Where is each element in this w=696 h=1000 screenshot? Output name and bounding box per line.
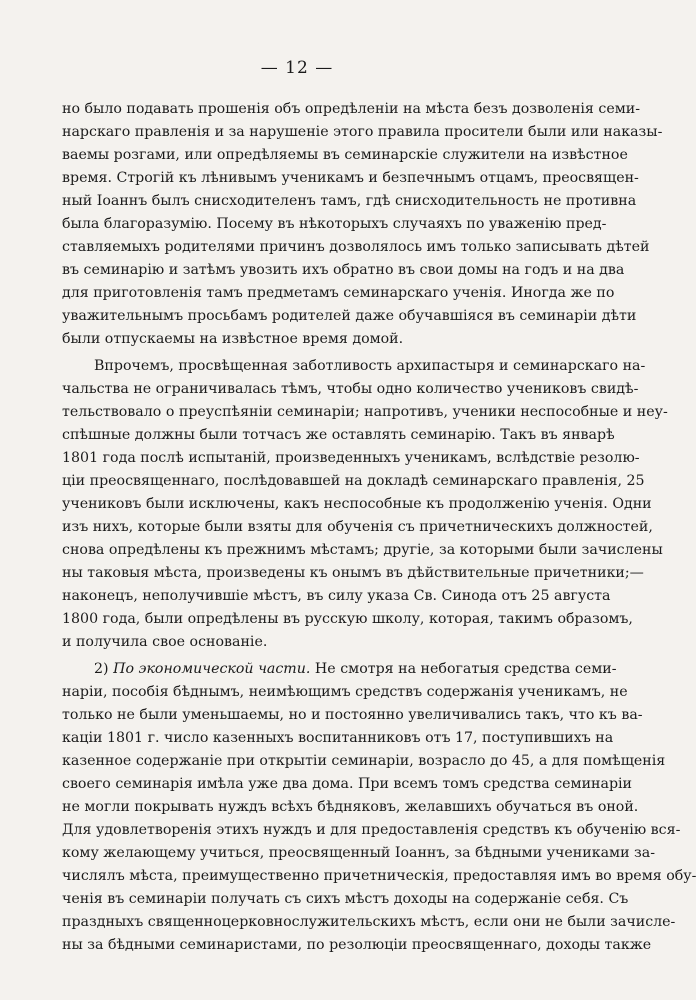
text-line: тельствовало о преуспѣяніи семинаріи; напротивъ, ученики неспособные и неу- [62,404,668,420]
text-line: не могли покрывать нуждъ всѣхъ бѣдняковъ, желавшихъ обучаться въ оной. [62,799,639,815]
text-line: и получила свое основаніе. [62,634,268,650]
section-heading-italic: По экономической части. [113,661,311,677]
text-line: ны за бѣдными семинаристами, по резолюціи преосвященнаго, доходы также [62,937,652,953]
text-line: наріи, пособія бѣднымъ, неимѣющимъ средствъ содержанія ученикамъ, не [62,684,628,700]
text-line: числялъ мѣста, преимущественно причетническія, предоставляя имъ во время обу- [62,868,696,884]
text-line: 1800 года, были опредѣлены въ русскую школу, которая, такимъ образомъ, [62,611,633,627]
text-line: ченія въ семинаріи получать съ сихъ мѣстъ доходы на содержаніе себя. Съ [62,891,629,907]
text-line: были отпускаемы на извѣстное время домой. [62,331,404,347]
text-line: но было подавать прошенія объ опредѣленіи на мѣста безъ дозволенія семи- [62,101,641,117]
text-line: кому желающему учиться, преосвященный Іоаннъ, за бѣдными учениками за- [62,845,656,861]
text-line: нарскаго правленія и за нарушеніе этого правила просители были или наказы- [62,124,663,140]
text-line: время. Строгій къ лѣнивымъ ученикамъ и безпечнымъ отцамъ, преосвящен- [62,170,639,186]
section-number: 2) [94,661,114,677]
text-line: казенное содержаніе при открытіи семинаріи, возрасло до 45, а для помѣщенія [62,753,666,769]
text-line: Для удовлетворенія этихъ нуждъ и для предоставленія средствъ къ обученію вся- [62,822,681,838]
text-line: своего семинарія имѣла уже два дома. При всемъ томъ средства семинаріи [62,776,633,792]
text-line: была благоразумію. Посему въ нѣкоторыхъ случаяхъ по уваженію пред- [62,216,607,232]
text-line: ставляемыхъ родителями причинъ дозволялось имъ только записывать дѣтей [62,239,650,255]
text-line: учениковъ были исключены, какъ неспособные къ продолженію ученія. Одни [62,496,652,512]
text-line: чальства не ограничивалась тѣмъ, чтобы одно количество учениковъ свидѣ- [62,381,639,397]
text-line: въ семинарію и затѣмъ увозить ихъ обратно въ свои домы на годъ и на два [62,262,625,278]
text-line: каціи 1801 г. число казенныхъ воспитанниковъ отъ 17, поступившихъ на [62,730,614,746]
section-text: Не смотря на небогатыя средства семи- [310,661,617,677]
text-line [94,661,617,677]
page-number: — 12 — [260,58,334,78]
text-line: снова опредѣлены къ прежнимъ мѣстамъ; другіе, за которыми были зачислены [62,542,663,558]
text-line: праздныхъ священноцерковнослужительскихъ мѣстъ, если они не были зачисле- [62,914,676,930]
text-line: ный Іоаннъ былъ снисходителенъ тамъ, гдѣ снисходительность не противна [62,193,637,209]
text-line: уважительнымъ просьбамъ родителей даже обучавшіяся въ семинаріи дѣти [62,308,637,324]
text-line: наконецъ, неполучившіе мѣстъ, въ силу указа Св. Синода отъ 25 августа [62,588,611,604]
text-line: для приготовленія тамъ предметамъ семинарскаго ученія. Иногда же по [62,285,615,301]
text-line: ціи преосвященнаго, послѣдовавшей на докладѣ семинарскаго правленія, 25 [62,473,645,489]
text-line: ваемы розгами, или опредѣляемы въ семинарскіе служители на извѣстное [62,147,628,163]
text-line: только не были уменьшаемы, но и постоянно увеличивались такъ, что къ ва- [62,707,643,723]
text-line: ны таковыя мѣста, произведены къ онымъ въ дѣйствительные причетники;— [62,565,644,581]
text-line: изъ нихъ, которые были взяты для обученія съ причетническихъ должностей, [62,519,653,535]
text-line: Впрочемъ, просвѣщенная заботливость архипастыря и семинарскаго на- [94,358,646,374]
text-line: 1801 года послѣ испытаній, произведенныхъ ученикамъ, вслѣдствіе резолю- [62,450,640,466]
text-line: спѣшные должны были тотчасъ же оставлять семинарію. Такъ въ январѣ [62,427,615,443]
